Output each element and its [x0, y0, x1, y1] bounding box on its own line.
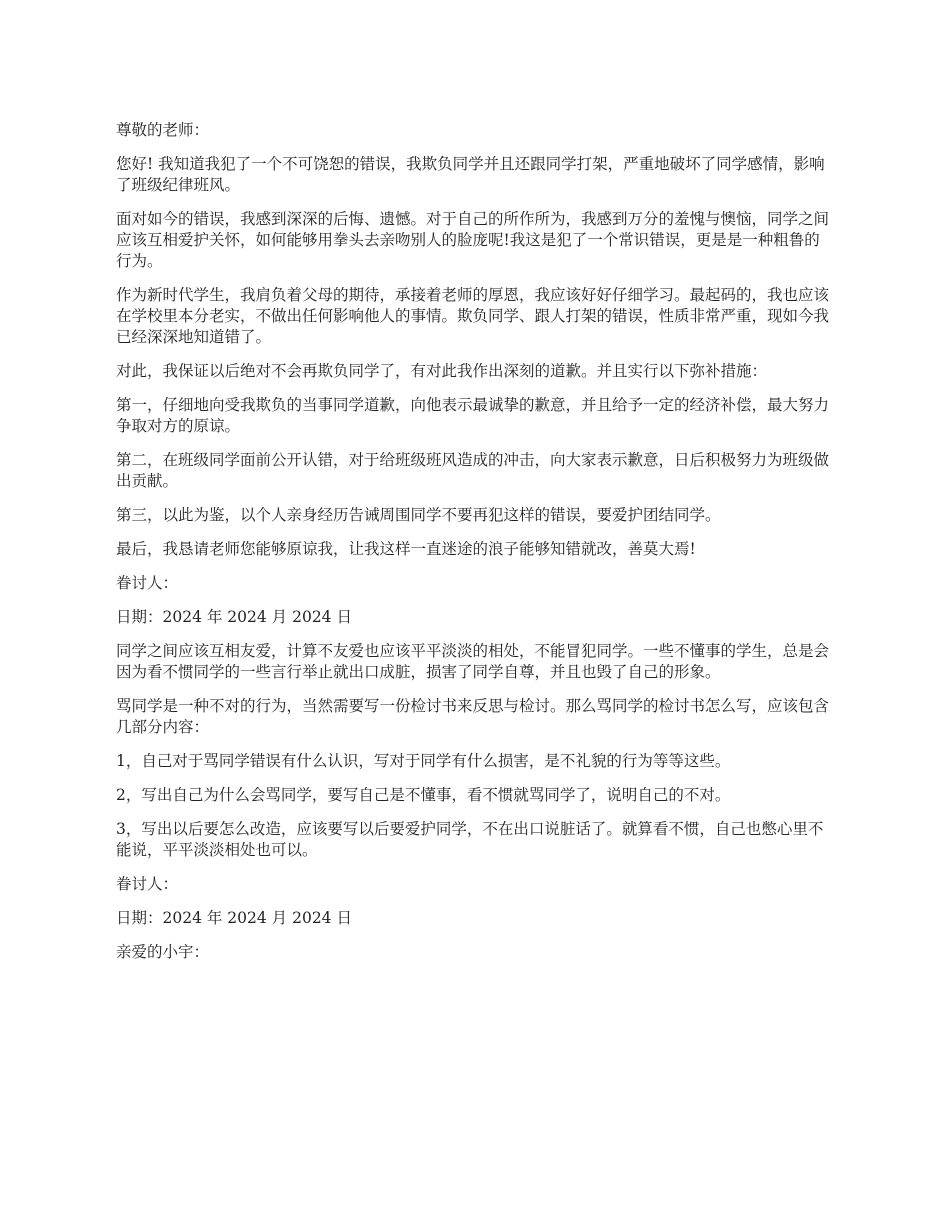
paragraph-point-3: 3，写出以后要怎么改造，应该要写以后要爱护同学，不在出口说脏话了。就算看不惯，自己也憋心里不能说，平平淡淡相处也可以。 — [116, 820, 824, 859]
paragraph-regret: 面对如今的错误，我感到深深的后悔、遗憾。对于自己的所作所为，我感到万分的羞愧与懊恼，同学之间应该互相爱护关怀，如何能够用拳头去亲吻别人的脸庞呢!我这是犯了一个常识错误，更是是一种粗鲁的行为。 — [116, 210, 830, 270]
paragraph-point-1: 1，自己对于骂同学错误有什么认识，写对于同学有什么损害，是不礼貌的行为等等这些。 — [116, 752, 731, 770]
paragraph-point-2: 2，写出自己为什么会骂同学，要写自己是不懂事，看不惯就骂同学了，说明自己的不对。 — [116, 786, 731, 804]
paragraph-measure-2: 第二，在班级同学面前公开认错，对于给班级班风造成的冲击，向大家表示歉意，日后积极努力为班级做出贡献。 — [116, 451, 830, 490]
signature-label-2: 眷讨人： — [116, 875, 179, 893]
paragraph-friendship: 同学之间应该互相友爱，计算不友爱也应该平平淡淡的相处，不能冒犯同学。一些不懂事的学生，总是会因为看不惯同学的一些言行举止就出口成脏，损害了同学自尊，并且也毁了自己的形象。 — [116, 642, 830, 681]
paragraph-measure-3: 第三，以此为鉴，以个人亲身经历告诫周围同学不要再犯这样的错误，要爱护团结同学。 — [116, 506, 721, 524]
paragraph-scolding: 骂同学是一种不对的行为，当然需要写一份检讨书来反思与检讨。那么骂同学的检讨书怎么写，应该包含几部分内容： — [116, 697, 830, 736]
paragraph-promise: 对此，我保证以后绝对不会再欺负同学了，有对此我作出深刻的道歉。并且实行以下弥补措施： — [116, 362, 768, 380]
salutation-teacher: 尊敬的老师： — [116, 121, 210, 139]
document-body — [116, 120, 838, 976]
signature-label: 眷讨人： — [116, 574, 179, 592]
paragraph-measure-1: 第一，仔细地向受我欺负的当事同学道歉，向他表示最诚挚的歉意，并且给予一定的经济补偿，最大努力争取对方的原谅。 — [116, 396, 830, 435]
paragraph-responsibility: 作为新时代学生，我肩负着父母的期待，承接着老师的厚恩，我应该好好仔细学习。最起码的，我也应该在学校里本分老实，不做出任何影响他人的事情。欺负同学、跟人打架的错误，性质非常严重，现如今我已经深深地知道错了。 — [116, 286, 830, 346]
salutation-xiaoyu: 亲爱的小宇： — [116, 943, 210, 961]
paragraph-closing: 最后，我恳请老师您能够原谅我，让我这样一直迷途的浪子能够知错就改，善莫大焉! — [116, 540, 696, 558]
date-line-2: 日期：2024 年 2024 月 2024 日 — [116, 909, 352, 927]
paragraph-confession: 您好! 我知道我犯了一个不可饶恕的错误，我欺负同学并且还跟同学打架，严重地破坏了同学感情，影响了班级纪律班风。 — [116, 155, 825, 194]
date-line: 日期：2024 年 2024 月 2024 日 — [116, 608, 352, 626]
